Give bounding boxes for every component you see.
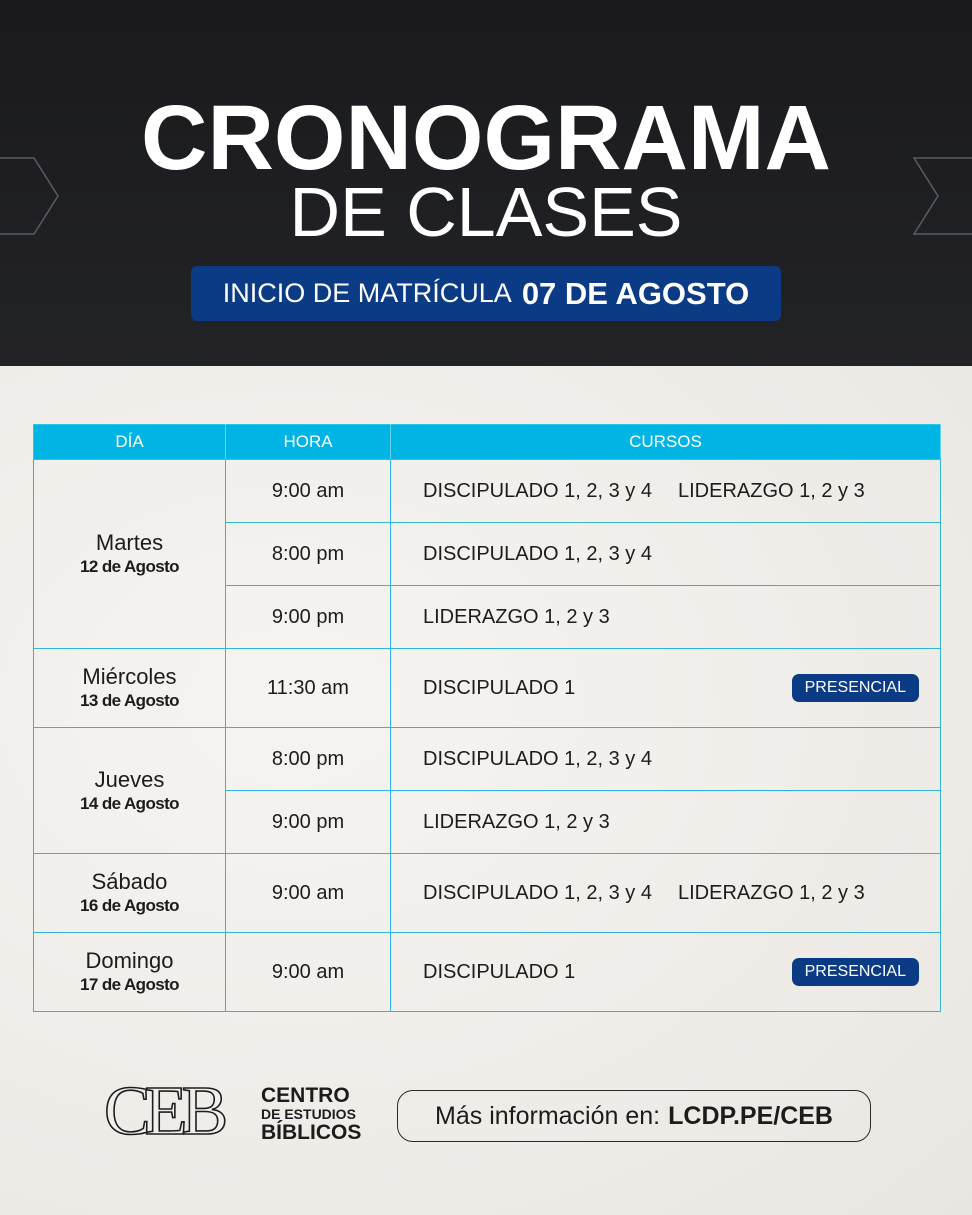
presencial-badge: PRESENCIAL: [792, 674, 919, 702]
courses-cell: [391, 460, 941, 523]
day-cell: [34, 460, 226, 649]
day-date: 13 de Agosto: [80, 691, 179, 710]
courses-cell: [391, 728, 941, 791]
schedule-table: [33, 424, 941, 1012]
course-name: DISCIPULADO 1: [423, 960, 576, 983]
day-cell: [34, 933, 226, 1012]
courses-cell: [391, 523, 941, 586]
day-date: 14 de Agosto: [80, 793, 179, 813]
course-name: DISCIPULADO 1, 2, 3 y 4: [423, 542, 652, 565]
day-name: Miércoles: [82, 664, 177, 689]
logo-wordmark: [261, 1085, 361, 1143]
table-row: [34, 649, 941, 728]
table-row: [34, 728, 941, 791]
day-name: Martes: [95, 530, 164, 555]
enrollment-badge: [191, 266, 781, 321]
enrollment-label: INICIO DE MATRÍCULA: [222, 278, 512, 308]
logo-mark: CEB: [104, 1073, 223, 1150]
hour-cell: 8:00 pm: [226, 523, 391, 586]
day-name: Domingo: [85, 948, 174, 973]
more-info-box[interactable]: [397, 1090, 871, 1142]
table-header-row: [34, 425, 941, 460]
header-banner: [0, 0, 972, 366]
column-header-day: DÍA: [34, 425, 226, 460]
table-row: [34, 854, 941, 933]
day-name: Jueves: [94, 766, 165, 792]
course-name: LIDERAZGO 1, 2 y 3: [423, 605, 610, 628]
day-name: Sábado: [91, 869, 168, 894]
logo-line: DE ESTUDIOS: [261, 1106, 356, 1122]
presencial-badge: PRESENCIAL: [792, 958, 919, 986]
table-row: [34, 460, 941, 523]
course-name: DISCIPULADO 1, 2, 3 y 4: [423, 479, 652, 502]
day-date: 16 de Agosto: [80, 896, 179, 915]
hour-cell: 9:00 am: [226, 854, 391, 933]
courses-cell: [391, 586, 941, 649]
day-cell: [34, 649, 226, 728]
day-date: 17 de Agosto: [80, 975, 179, 994]
course-name: LIDERAZGO 1, 2 y 3: [677, 479, 865, 502]
courses-cell: [391, 854, 941, 933]
hour-cell: 8:00 pm: [226, 728, 391, 791]
more-info-label: Más información en:: [435, 1101, 661, 1130]
enrollment-date: 07 DE AGOSTO: [521, 275, 750, 311]
page-subtitle: DE CLASES: [289, 173, 683, 251]
page-title: CRONOGRAMA: [141, 87, 831, 189]
column-header-hour: HORA: [226, 425, 391, 460]
courses-cell: [391, 791, 941, 854]
hour-cell: 9:00 pm: [226, 586, 391, 649]
course-name: LIDERAZGO 1, 2 y 3: [677, 881, 865, 904]
table-row: [34, 933, 941, 1012]
course-name: LIDERAZGO 1, 2 y 3: [423, 810, 610, 833]
day-cell: [34, 728, 226, 854]
column-header-courses: CURSOS: [391, 425, 941, 460]
hour-cell: 9:00 pm: [226, 791, 391, 854]
hour-cell: 9:00 am: [226, 933, 391, 1012]
day-cell: [34, 854, 226, 933]
logo-line: BÍBLICOS: [261, 1121, 362, 1144]
courses-cell: [391, 933, 941, 1012]
ceb-logo: [104, 1073, 364, 1150]
logo-line: CENTRO: [261, 1084, 350, 1107]
course-name: DISCIPULADO 1, 2, 3 y 4: [423, 747, 652, 770]
hour-cell: 11:30 am: [226, 649, 391, 728]
courses-cell: [391, 649, 941, 728]
course-name: DISCIPULADO 1: [423, 676, 576, 699]
more-info-link[interactable]: LCDP.PE/CEB: [668, 1101, 833, 1130]
course-name: DISCIPULADO 1, 2, 3 y 4: [423, 881, 652, 904]
hour-cell: 9:00 am: [226, 460, 391, 523]
day-date: 12 de Agosto: [80, 557, 179, 576]
